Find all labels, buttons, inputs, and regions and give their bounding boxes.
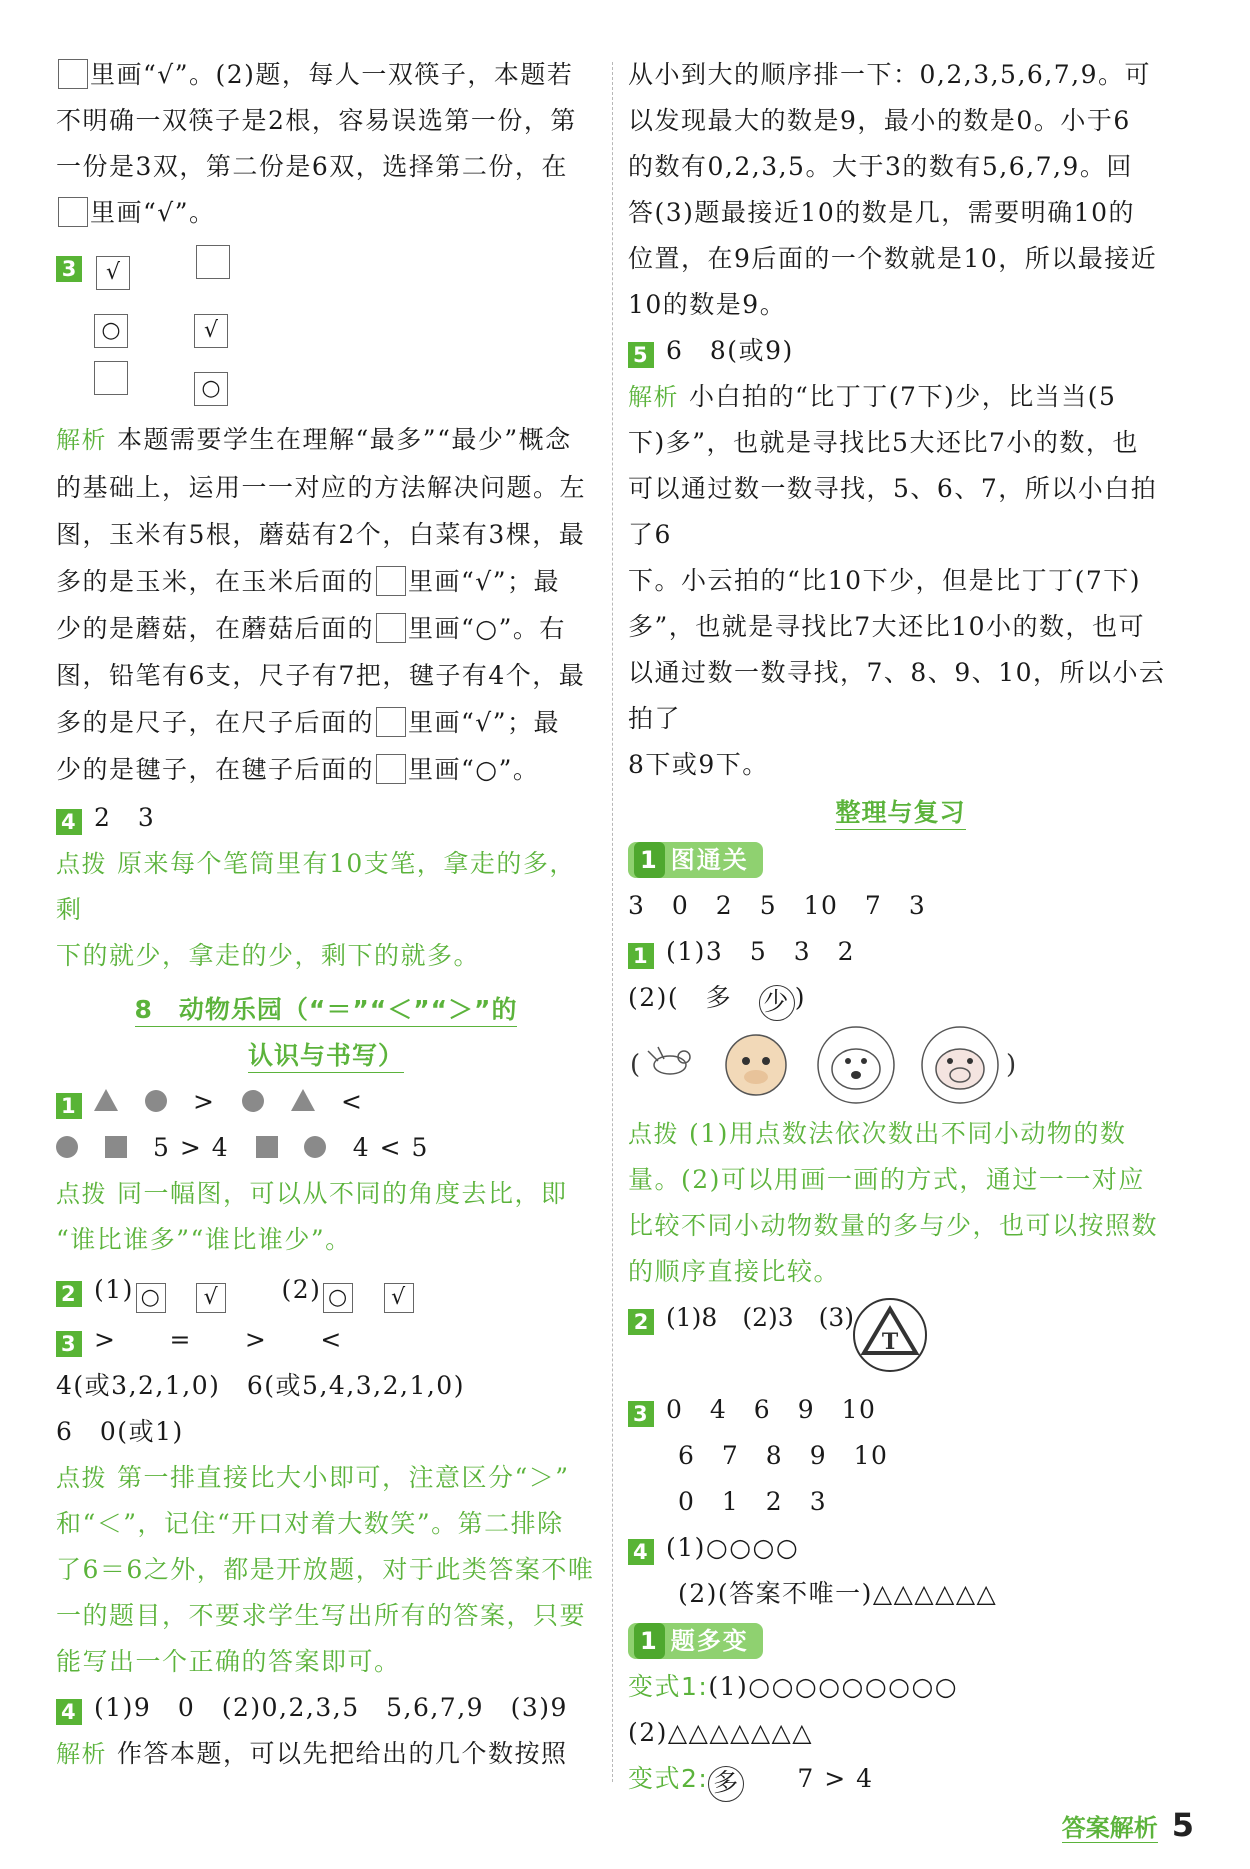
traffic-sign-icon bbox=[850, 1295, 930, 1375]
animal-images bbox=[628, 1021, 1173, 1111]
text-line: 作答本题，可以先把给出的几个数按照 bbox=[117, 1739, 568, 1768]
text-line: 位置，在9后面的一个数就是10，所以最接近 bbox=[628, 244, 1158, 273]
text-line: 图，铅笔有6支，尺子有7把，毽子有4个，最 bbox=[56, 661, 586, 690]
answer-box: ○ bbox=[323, 1283, 353, 1313]
answer-box: √ bbox=[384, 1283, 414, 1313]
answer-text: (2)( 多 bbox=[628, 983, 733, 1012]
answer-text: 5 > 4 bbox=[153, 1133, 230, 1162]
text-line: 里画“√”；最 bbox=[408, 708, 561, 737]
answer-text: (2)△△△△△△△ bbox=[628, 1718, 813, 1747]
question-number: 3 bbox=[56, 256, 82, 282]
question-number: 4 bbox=[628, 1539, 654, 1565]
banner-ti-duo-bian bbox=[628, 1623, 763, 1659]
hint-tag: 点拨 bbox=[56, 850, 107, 878]
answer-box bbox=[58, 197, 88, 227]
banner-number: 1 bbox=[634, 842, 665, 878]
text-line: 量。(2)可以用画一画的方式，通过一一对应 bbox=[628, 1165, 1145, 1194]
answer-text: (2) bbox=[281, 1275, 322, 1304]
answer-box: ○ bbox=[136, 1283, 166, 1313]
text-line: 从小到大的顺序排一下：0,2,3,5,6,7,9。可 bbox=[628, 60, 1152, 89]
answer-text: 6 0(或1) bbox=[56, 1417, 184, 1446]
answer-text: (1)8 (2)3 (3) bbox=[666, 1303, 855, 1332]
answer-text: (1)○○○○ bbox=[666, 1533, 800, 1562]
text-line: 下。小云拍的“比10下少，但是比丁丁(7下) bbox=[628, 566, 1142, 595]
bird-icon bbox=[648, 1047, 690, 1074]
q3-analysis bbox=[56, 416, 596, 793]
section-title: 8 动物乐园（“＝”“＜”“＞”的 bbox=[135, 995, 518, 1027]
question-number: 2 bbox=[56, 1281, 82, 1307]
text-line: 比较不同小动物数量的多与少，也可以按照数 bbox=[628, 1211, 1159, 1240]
column-divider bbox=[612, 62, 613, 1782]
svg-text:(: ( bbox=[630, 1050, 641, 1080]
answer-text: 3 0 2 5 10 7 3 bbox=[628, 891, 927, 920]
variant-label: 变式1: bbox=[628, 1672, 709, 1701]
pig-icon bbox=[922, 1027, 998, 1103]
answer-box bbox=[196, 245, 230, 279]
text-line: 的基础上，运用一一对应的方法解决问题。左 bbox=[56, 473, 587, 502]
answer-text: 4 < 5 bbox=[352, 1133, 429, 1162]
answer-text: (1) bbox=[94, 1275, 134, 1304]
left-column bbox=[56, 52, 596, 1777]
text-line: 里画“√”。 bbox=[90, 198, 216, 227]
answer-box bbox=[376, 754, 406, 784]
text-line: 里画“√”；最 bbox=[408, 567, 561, 596]
question-number: 4 bbox=[56, 809, 82, 835]
text-line: 里画“○”。右 bbox=[408, 614, 566, 643]
text-line: 能写出一个正确的答案即可。 bbox=[56, 1647, 401, 1676]
banner-label: 题多变 bbox=[670, 1627, 749, 1655]
answer-text: 2 3 bbox=[94, 803, 156, 832]
text-line: 少的是蘑菇，在蘑菇后面的 bbox=[56, 614, 375, 643]
sign-letter: T bbox=[881, 1329, 899, 1355]
text-line: 和“＜”，记住“开口对着大数笑”。第二排除 bbox=[56, 1509, 564, 1538]
svg-text:): ) bbox=[1006, 1050, 1017, 1080]
text-line: 多的是玉米，在玉米后面的 bbox=[56, 567, 375, 596]
text-line: 可以通过数一数寻找，5、6、7，所以小白拍了6 bbox=[628, 474, 1158, 549]
hint-tag: 点拨 bbox=[56, 1180, 107, 1208]
answer-box bbox=[376, 707, 406, 737]
text-line: 下的就少，拿走的少，剩下的就多。 bbox=[56, 941, 481, 970]
answer-box bbox=[58, 59, 88, 89]
right-column bbox=[628, 52, 1173, 1802]
answer-text: > bbox=[193, 1087, 216, 1116]
q3-block bbox=[56, 242, 596, 416]
text-line: 答(3)题最接近10的数是几，需要明确10的 bbox=[628, 198, 1136, 227]
text-line: (1)用点数法依次数出不同小动物的数 bbox=[689, 1119, 1127, 1148]
triangle-icon bbox=[94, 1089, 118, 1111]
banner-tu-tong-guan bbox=[628, 842, 763, 878]
text-line: 以发现最大的数是9，最小的数是0。小于6 bbox=[628, 106, 1131, 135]
footer-label: 答案解析 bbox=[1061, 1814, 1158, 1842]
question-number: 1 bbox=[628, 943, 654, 969]
text-line: 同一幅图，可以从不同的角度去比，即 bbox=[117, 1179, 568, 1208]
text-line: 少的是毽子，在毽子后面的 bbox=[56, 755, 375, 784]
text-line: 多”，也就是寻找比7大还比10小的数，也可 bbox=[628, 612, 1145, 641]
monkey-icon bbox=[726, 1035, 786, 1095]
text-line: 下)多”，也就是寻找比5大还比7小的数，也 bbox=[628, 428, 1139, 457]
answer-text: (1)○○○○○○○○○ bbox=[708, 1672, 959, 1701]
text-line: “谁比谁多”“谁比谁少”。 bbox=[56, 1225, 352, 1254]
circled-answer: 多 bbox=[708, 1766, 744, 1802]
text-line: 本题需要学生在理解“最多”“最少”概念 bbox=[117, 425, 572, 454]
text-line: 以通过数一数寻找，7、8、9、10，所以小云拍了 bbox=[628, 658, 1166, 733]
animal-row bbox=[628, 1021, 1173, 1111]
banner-number: 1 bbox=[634, 1623, 665, 1659]
text-line: 里画“○”。 bbox=[408, 755, 540, 784]
text-line: 了6＝6之外，都是开放题，对于此类答案不唯 bbox=[56, 1555, 595, 1584]
circle-icon bbox=[145, 1090, 167, 1112]
answer-box bbox=[376, 613, 406, 643]
text-line: 里画“√”。(2)题，每人一双筷子，本题若 bbox=[90, 60, 574, 89]
hint-tag: 点拨 bbox=[56, 1464, 107, 1492]
section-subtitle: 认识与书写） bbox=[248, 1041, 404, 1073]
answer-text: (2)(答案不唯一)△△△△△△ bbox=[678, 1579, 998, 1608]
page-number: 5 bbox=[1171, 1806, 1194, 1844]
answer-text: < bbox=[341, 1087, 364, 1116]
answer-text: 4(或3,2,1,0) 6(或5,4,3,2,1,0) bbox=[56, 1371, 465, 1400]
square-icon bbox=[105, 1136, 127, 1158]
answer-text: (1)9 0 (2)0,2,3,5 5,6,7,9 (3)9 bbox=[94, 1693, 568, 1722]
answer-box bbox=[94, 361, 128, 395]
text-line: 一的题目，不要求学生写出所有的答案，只要 bbox=[56, 1601, 587, 1630]
question-number: 1 bbox=[56, 1093, 82, 1119]
analysis-tag: 解析 bbox=[56, 426, 107, 454]
circled-answer: 少 bbox=[759, 985, 795, 1021]
text-line: 不明确一双筷子是2根，容易误选第一份，第 bbox=[56, 106, 577, 135]
text-line: 8下或9下。 bbox=[628, 750, 769, 779]
square-icon bbox=[256, 1136, 278, 1158]
answer-text: (1)3 5 3 2 bbox=[666, 937, 856, 966]
analysis-tag: 解析 bbox=[628, 383, 679, 411]
answer-text: 7 > 4 bbox=[797, 1764, 874, 1793]
question-number: 3 bbox=[56, 1331, 82, 1357]
triangle-icon bbox=[291, 1089, 315, 1111]
dog-icon bbox=[818, 1027, 894, 1103]
variant-label: 变式2: bbox=[628, 1764, 709, 1793]
question-number: 2 bbox=[628, 1309, 654, 1335]
question-number: 3 bbox=[628, 1401, 654, 1427]
text-line: 的顺序直接比较。 bbox=[628, 1257, 841, 1286]
answer-text: > = > < bbox=[94, 1325, 343, 1354]
page-footer bbox=[1062, 1806, 1194, 1844]
question-number: 4 bbox=[56, 1699, 82, 1725]
text-line: 一份是3双，第二份是6双，选择第二份，在 bbox=[56, 152, 568, 181]
answer-box bbox=[376, 566, 406, 596]
answer-box: ○ bbox=[94, 314, 128, 348]
circle-icon bbox=[56, 1136, 78, 1158]
answer-box: ○ bbox=[194, 372, 228, 406]
text-line: 第一排直接比大小即可，注意区分“＞” bbox=[117, 1463, 570, 1492]
text-line: 多的是尺子，在尺子后面的 bbox=[56, 708, 375, 737]
text-line: 小白拍的“比丁丁(7下)少，比当当(5 bbox=[689, 382, 1117, 411]
circle-icon bbox=[242, 1090, 264, 1112]
answer-text: 6 8(或9) bbox=[666, 336, 794, 365]
analysis-tag: 解析 bbox=[56, 1740, 107, 1768]
banner-label: 图通关 bbox=[670, 846, 749, 874]
text-line: 10的数是9。 bbox=[628, 290, 787, 319]
circle-icon bbox=[304, 1136, 326, 1158]
question-number: 5 bbox=[628, 342, 654, 368]
text-line: 图，玉米有5根，蘑菇有2个，白菜有3棵，最 bbox=[56, 520, 586, 549]
answer-text: 6 7 8 9 10 bbox=[678, 1441, 889, 1470]
answer-box: √ bbox=[196, 1283, 226, 1313]
answer-text: 0 4 6 9 10 bbox=[666, 1395, 877, 1424]
answer-box: √ bbox=[96, 256, 130, 290]
text-line: 原来每个笔筒里有10支笔，拿走的多，剩 bbox=[56, 849, 576, 924]
answer-text: ) bbox=[794, 983, 806, 1012]
answer-box: √ bbox=[194, 314, 228, 348]
answer-text: 0 1 2 3 bbox=[678, 1487, 828, 1516]
hint-tag: 点拨 bbox=[628, 1120, 679, 1148]
q2-row bbox=[628, 1295, 1173, 1387]
text-line: 的数有0,2,3,5。大于3的数有5,6,7,9。回 bbox=[628, 152, 1133, 181]
section-title: 整理与复习 bbox=[835, 798, 965, 830]
